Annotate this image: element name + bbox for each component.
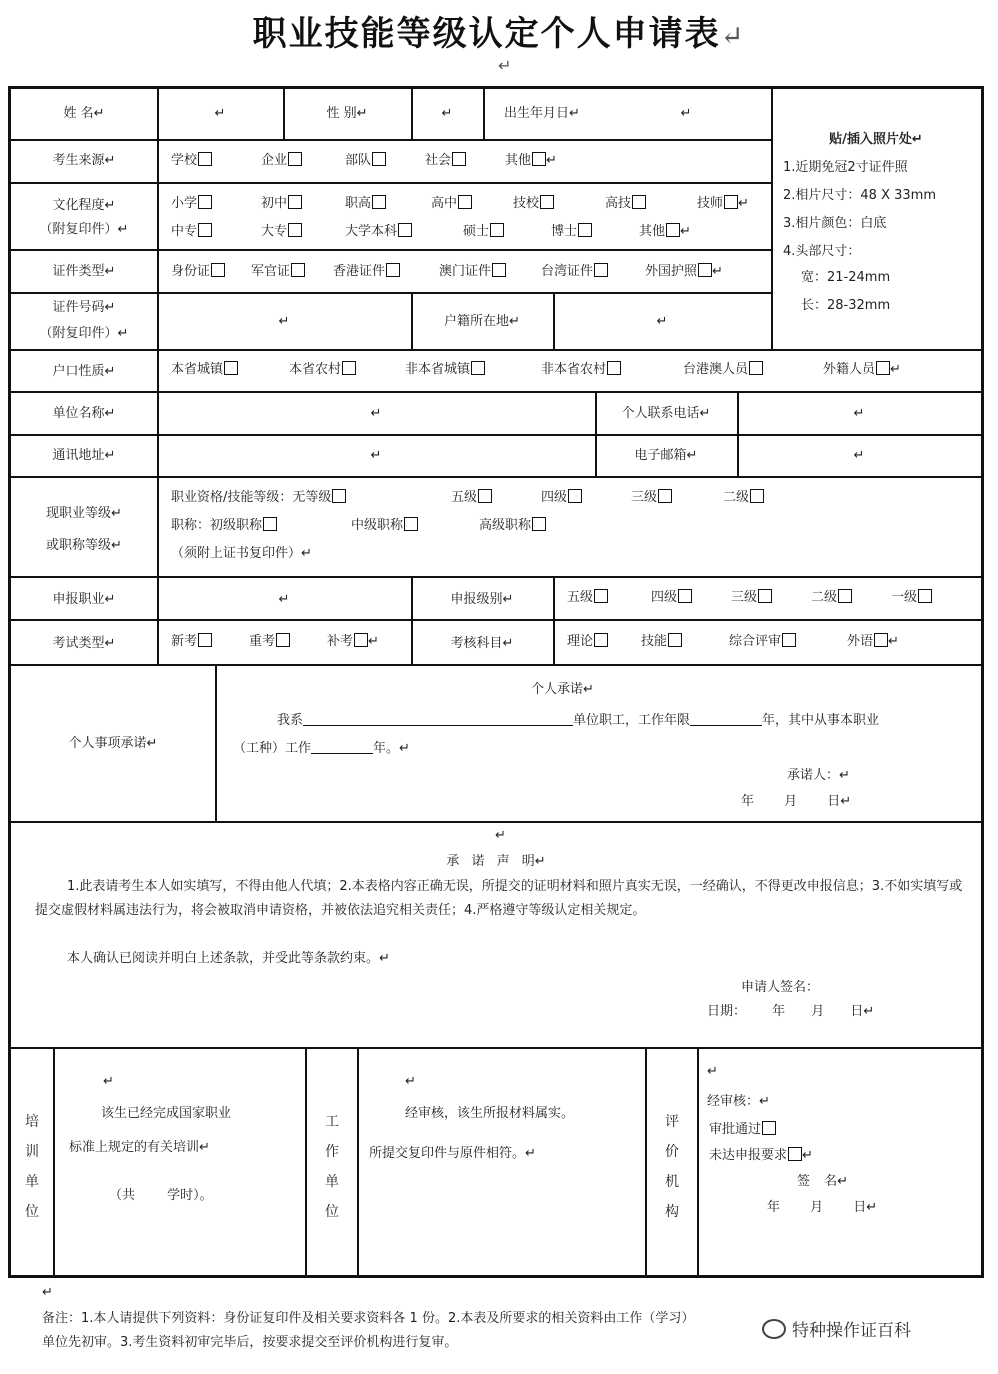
source-opt-enterprise[interactable]: 企业 (261, 152, 302, 170)
hukou-opt-nonlocal-urban[interactable]: 非本省城镇 (405, 361, 485, 379)
photo-req-6: 长：28-32mm (801, 298, 891, 313)
domicile-field[interactable]: ↵ (656, 314, 668, 329)
title-opt-junior[interactable]: 职称：初级职称 (171, 517, 277, 535)
idtype-opt-idcard[interactable]: 身份证 (171, 263, 225, 281)
work-text-1: 经审核，该生所报材料属实。 (405, 1106, 575, 1121)
eval-ret: ↵ (707, 1064, 718, 1079)
pledge-line-2: （工种）工作 年。↵ (233, 741, 410, 756)
notes-paragraph-1: 1.此表请考生本人如实填写，不得由他人代填；2.本表格内容正确无误，所提交的证明材料和照片真实无误，一经确认，不得更改申报信息；3.不如实填写或提交虚假材料属违法行为，将会被取消申请资格，并被依法追究相关责任；4.严格遵守等级认定相关规定。 (35, 879, 963, 918)
name-field[interactable]: ↵ (214, 106, 226, 121)
photo-req-5: 宽：21-24mm (801, 270, 891, 285)
source-opt-society[interactable]: 社会 (425, 152, 466, 170)
page-title: 职业技能等级认定个人申请表↵ (252, 14, 746, 54)
edu-opt-primary[interactable]: 小学 (171, 195, 212, 213)
exam-opt-retake[interactable]: 重考 (249, 633, 290, 651)
birth-label: 出生年月日↵ (504, 106, 580, 121)
eval-sign[interactable]: 签 名↵ (797, 1174, 849, 1189)
source-opt-other[interactable]: 其他 ↵ (505, 153, 557, 168)
apply-job-label: 申报职业↵ (52, 592, 116, 607)
applicant-date[interactable]: 日期： 年 月 日↵ (707, 1004, 875, 1019)
source-opt-school[interactable]: 学校 (171, 152, 212, 170)
level-opt-none[interactable]: 职业资格/技能等级：无等级 (171, 489, 346, 507)
edu-opt-other[interactable]: 其他 ↵ (639, 224, 691, 239)
hukou-opt-urban[interactable]: 本省城镇 (171, 361, 238, 379)
level-opt-4[interactable]: 四级 (541, 489, 582, 507)
footer-ret: ↵ (42, 1285, 53, 1300)
email-label: 电子邮箱↵ (634, 448, 698, 463)
hukou-opt-rural[interactable]: 本省农村 (289, 361, 356, 379)
birth-field[interactable]: ↵ (680, 106, 692, 121)
pledge-line-1: 我系 单位职工，工作年限 年，其中从事本职业 (277, 713, 880, 728)
train-ret: ↵ (103, 1074, 114, 1089)
apply-level-4[interactable]: 四级 (651, 589, 692, 607)
address-field[interactable]: ↵ (370, 448, 382, 463)
edu-opt-doctor[interactable]: 博士 (551, 223, 592, 241)
level-opt-2[interactable]: 二级 (723, 489, 764, 507)
work-unit-label: 工作单位 (325, 1114, 339, 1220)
apply-level-5[interactable]: 五级 (567, 589, 608, 607)
edu-opt-college[interactable]: 大专 (261, 223, 302, 241)
idtype-opt-passport[interactable]: 外国护照 ↵ (645, 264, 723, 279)
subject-label: 考核科目↵ (450, 636, 514, 651)
edu-opt-secondary[interactable]: 中专 (171, 223, 212, 241)
photo-req-3: 3.相片颜色：白底 (783, 216, 887, 231)
idtype-opt-officer[interactable]: 军官证 (251, 263, 305, 281)
photo-req-1: 1.近期免冠2寸证件照 (783, 160, 908, 175)
apply-level-1[interactable]: 一级 (891, 589, 932, 607)
email-field[interactable]: ↵ (853, 448, 865, 463)
wechat-icon (762, 1319, 786, 1339)
title-opt-senior[interactable]: 高级职称 (479, 517, 546, 535)
title-opt-middle[interactable]: 中级职称 (351, 517, 418, 535)
employer-label: 单位名称↵ (52, 406, 116, 421)
phone-field[interactable]: ↵ (853, 406, 865, 421)
source-label: 考生来源↵ (52, 153, 116, 168)
subject-opt-theory[interactable]: 理论 (567, 633, 608, 651)
edu-opt-senior-tech[interactable]: 高技 (605, 195, 646, 213)
edu-opt-tech-school[interactable]: 技校 (513, 195, 554, 213)
apply-job-field[interactable]: ↵ (278, 592, 290, 607)
eval-org-label: 评价机构 (665, 1114, 679, 1220)
train-text-3: （共 学时）。 (109, 1188, 213, 1203)
eval-opt-pass[interactable]: 审批通过 (709, 1121, 776, 1139)
train-unit-label: 培训单位 (25, 1114, 39, 1220)
source-opt-army[interactable]: 部队 (345, 152, 386, 170)
phone-label: 个人联系电话↵ (621, 406, 711, 421)
exam-opt-makeup[interactable]: 补考 ↵ (327, 634, 379, 649)
notes-paragraph-2: 本人确认已阅读并明白上述条款，并受此等条款约束。↵ (67, 951, 390, 966)
eval-date[interactable]: 年 月 日↵ (767, 1200, 878, 1215)
edu-opt-vocational-high[interactable]: 职高 (345, 195, 386, 213)
level-label: 现职业等级↵ (46, 506, 122, 521)
pledge-date[interactable]: 年 月 日↵ (741, 794, 852, 809)
edu-opt-junior[interactable]: 初中 (261, 195, 302, 213)
address-label: 通讯地址↵ (52, 448, 116, 463)
domicile-label: 户籍所在地↵ (444, 314, 520, 329)
train-text-1: 该生已经完成国家职业 (101, 1106, 232, 1121)
idtype-label: 证件类型↵ (52, 264, 116, 279)
subject-opt-review[interactable]: 综合评审 (729, 633, 796, 651)
idtype-opt-hongkong[interactable]: 香港证件 (333, 263, 400, 281)
apply-level-3[interactable]: 三级 (731, 589, 772, 607)
watermark: 特种操作证百科 (762, 1316, 911, 1341)
eval-text-1: 经审核：↵ (707, 1094, 770, 1109)
level-label-2: 或职称等级↵ (46, 538, 122, 553)
gender-field[interactable]: ↵ (441, 106, 453, 121)
return-mark: ↵ (498, 56, 512, 75)
exam-type-label: 考试类型↵ (52, 636, 116, 651)
photo-title: 贴/插入照片处↵ (829, 132, 923, 147)
hukou-opt-hmt[interactable]: 台港澳人员 (683, 361, 763, 379)
pledge-title: 个人承诺↵ (531, 682, 594, 697)
hukou-opt-nonlocal-rural[interactable]: 非本省农村 (541, 361, 621, 379)
eval-opt-fail[interactable]: 未达申报要求 ↵ (709, 1148, 813, 1163)
pledge-left-label: 个人事项承诺↵ (68, 736, 158, 751)
photo-req-2: 2.相片尺寸：48 X 33mm (783, 188, 936, 203)
edu-opt-master[interactable]: 硕士 (463, 223, 504, 241)
edu-opt-technician[interactable]: 技师 ↵ (697, 196, 749, 211)
applicant-sign[interactable]: 申请人签名： (741, 980, 820, 995)
edu-label-note: （附复印件）↵ (39, 222, 129, 237)
edu-opt-bachelor[interactable]: 大学本科 (345, 223, 412, 241)
level-opt-3[interactable]: 三级 (631, 489, 672, 507)
idno-label: 证件号码↵ (52, 300, 116, 315)
gender-label: 性 别↵ (326, 106, 368, 121)
hukou-label: 户口性质↵ (52, 364, 116, 379)
application-form-frame (8, 86, 984, 1278)
footer-line-2: 单位先初审。3.考生资料初审完毕后，按要求提交至评价机构进行复审。 (42, 1335, 458, 1350)
notes-ret: ↵ (495, 828, 506, 843)
train-text-2: 标准上规定的有关培训↵ (69, 1140, 210, 1155)
exam-opt-new[interactable]: 新考 (171, 633, 212, 651)
hukou-opt-foreign[interactable]: 外籍人员 ↵ (823, 362, 901, 377)
idtype-opt-taiwan[interactable]: 台湾证件 (541, 263, 608, 281)
apply-level-2[interactable]: 二级 (811, 589, 852, 607)
level-note: （须附上证书复印件）↵ (171, 546, 312, 561)
edu-opt-high[interactable]: 高中 (431, 195, 472, 213)
work-text-2: 所提交复印件与原件相符。↵ (369, 1146, 536, 1161)
notes-title: 承 诺 声 明↵ (446, 854, 546, 869)
idno-label-note: （附复印件）↵ (39, 326, 129, 341)
photo-req-4: 4.头部尺寸： (783, 244, 861, 259)
subject-opt-skill[interactable]: 技能 (641, 633, 682, 651)
edu-label: 文化程度↵ (52, 198, 116, 213)
name-label: 姓 名↵ (63, 106, 105, 121)
idtype-opt-macao[interactable]: 澳门证件 (439, 263, 506, 281)
employer-field[interactable]: ↵ (370, 406, 382, 421)
pledge-signer[interactable]: 承诺人：↵ (787, 768, 850, 783)
work-ret: ↵ (405, 1074, 416, 1089)
level-opt-5[interactable]: 五级 (451, 489, 492, 507)
footer-line-1: 备注：1.本人请提供下列资料：身份证复印件及相关要求资料各 1 份。2.本表及所要求的相关资料由工作（学习） (42, 1311, 695, 1326)
apply-level-label: 申报级别↵ (450, 592, 514, 607)
idno-field[interactable]: ↵ (278, 314, 290, 329)
subject-opt-foreign[interactable]: 外语 ↵ (847, 634, 899, 649)
